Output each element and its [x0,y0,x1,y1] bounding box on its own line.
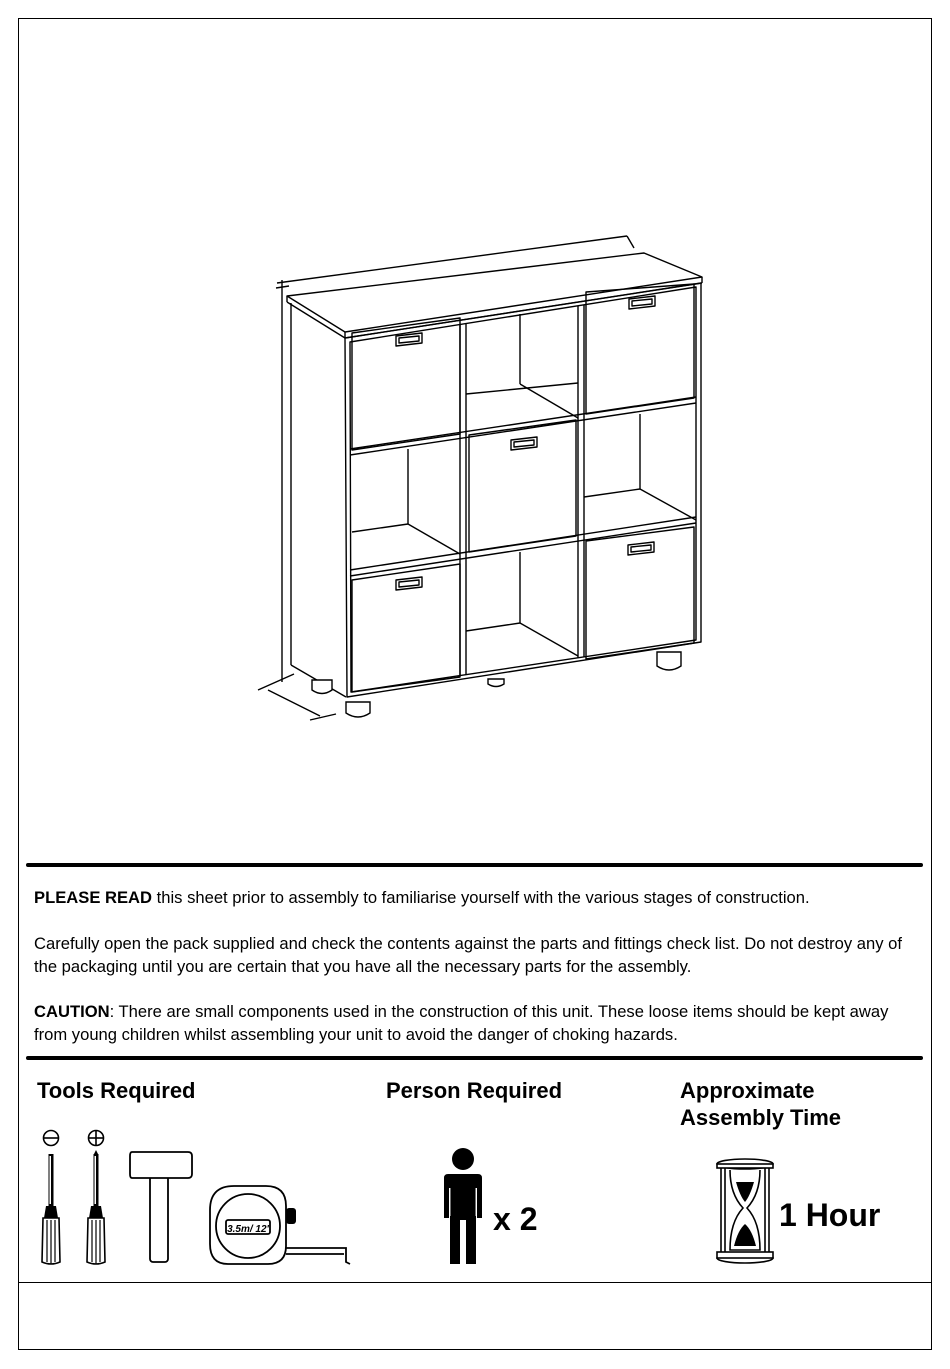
phillips-screwdriver-icon [81,1126,111,1268]
hammer-icon [128,1146,194,1268]
time-heading-line1: Approximate [680,1078,815,1103]
please-read-paragraph [34,886,914,909]
person-icon [438,1146,488,1268]
person-count: x 2 [493,1201,538,1237]
open-pack-paragraph: Carefully open the pack supplied and check the contents against the parts and fittings check list. Do not destroy any of the packaging until you are certain that you have all the necessary parts for the assembly. [34,934,902,976]
please-read-text: this sheet prior to assembly to familiarise yourself with the various stages of construction. [152,888,810,907]
time-value: 1 Hour [779,1197,881,1233]
tape-label: 3.5m/ 12' [227,1224,269,1235]
hourglass-icon [712,1156,778,1266]
person-heading: Person Required [386,1078,563,1103]
time-heading-line2: Assembly Time [680,1105,842,1130]
middle-divider [26,1056,923,1060]
flathead-screwdriver-icon [36,1126,66,1268]
tools-heading: Tools Required [37,1078,196,1103]
top-divider [26,863,923,867]
bottom-divider [18,1282,932,1283]
caution-text: : There are small components used in the construction of this unit. These loose items should be kept away from young children whilst assembling your unit to avoid the danger of choking hazards. [34,1002,889,1044]
tape-measure-icon [206,1182,356,1270]
caution-label: CAUTION [34,1002,110,1021]
caution-paragraph [34,1000,914,1046]
please-read-label: PLEASE READ [34,888,153,907]
